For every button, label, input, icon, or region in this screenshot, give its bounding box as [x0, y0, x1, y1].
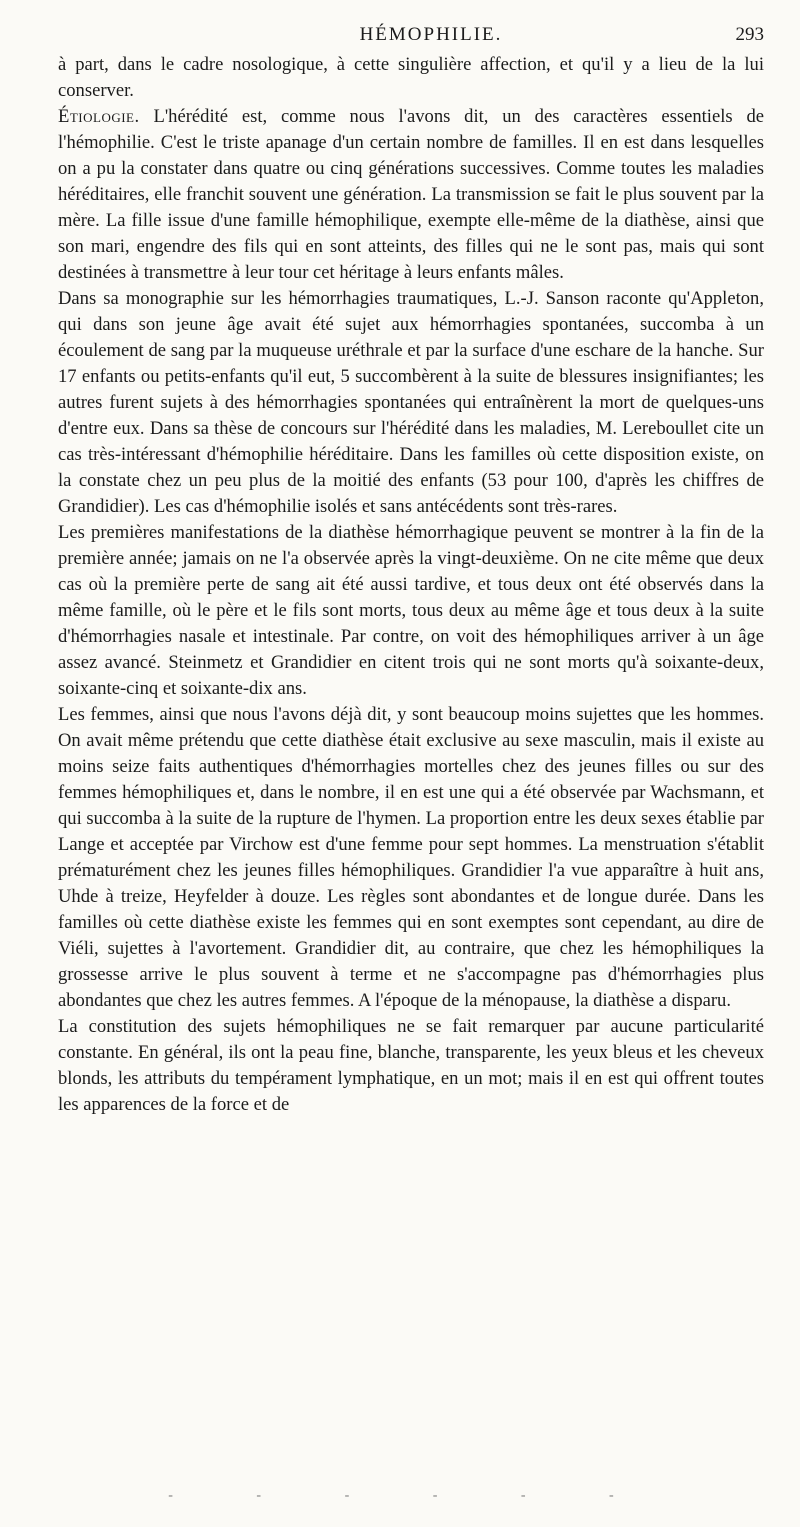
paragraph-3	[58, 286, 764, 520]
running-head	[58, 18, 764, 52]
paragraph-5	[58, 702, 764, 1014]
body-text	[58, 52, 764, 1118]
paragraph-6-text: La constitution des sujets hémophiliques ne se fait remarquer par aucune particularité constante. En général, ils ont la peau fine, blanche, transparente, les yeux bleus et les cheveux blonds, les attributs du tempérament lymphatique, en un mot; mais il en est qui offrent toutes les apparences de la force et de	[58, 1016, 764, 1115]
paragraph-4-text: Les premières manifestations de la diathèse hémorrhagique peuvent se montrer à la fin de la première année; jamais on ne l'a observée après la vingt-deuxième. On ne cite même que deux cas où la première perte de sang ait été aussi tardive, et tous deux ont été observés dans la même famille, où le père et le fils sont morts, tous deux au même âge et tous deux à la suite d'hémorrhagies nasale et intestinale. Par contre, on voit des hémophiliques arriver à un âge assez avancé. Steinmetz et Grandidier en citent trois qui ne sont morts qu'à soixante-deux, soixante-cinq et soixante-dix ans.	[58, 522, 764, 699]
paragraph-2-text: L'hérédité est, comme nous l'avons dit, un des caractères essentiels de l'hémophilie. C'est le triste apanage d'un certain nombre de familles. Il en est dans lesquelles on a pu la constater dans quatre ou cinq générations successives. Comme toutes les maladies héréditaires, elle franchit souvent une génération. La transmission se fait le plus souvent par la mère. La fille issue d'une famille hémophilique, exempte elle-même de la diathèse, ainsi que son mari, engendre des fils qui en sont atteints, des filles qui ne le sont pas, mais qui sont destinées à transmettre à leur tour cet héritage à leurs enfants mâles.	[58, 106, 764, 283]
paragraph-1	[58, 52, 764, 104]
section-lead-etiologie: Étiologie.	[58, 106, 140, 127]
paragraph-3-text: Dans sa monographie sur les hémorrhagies traumatiques, L.-J. Sanson raconte qu'Appleton, qui dans son jeune âge avait été sujet aux hémorrhagies spontanées, succomba à un écoulement de sang par la muqueuse uréthrale et par la surface d'une eschare de la hanche. Sur 17 enfants ou petits-enfants qu'il eut, 5 succombèrent à la suite de blessures insignifiantes; les autres furent sujets à des hémorrhagies spontanées qui entraînèrent la mort de quelques-uns d'entre eux. Dans sa thèse de concours sur l'hérédité dans les maladies, M. Lereboullet cite un cas très-intéressant d'hémophilie héréditaire. Dans les familles où cette disposition existe, on la constate chez un peu plus de la moitié des enfants (53 pour 100, d'après les chiffres de Grandidier). Les cas d'hémophilie isolés et sans antécédents sont très-rares.	[58, 288, 764, 517]
bottom-scan-marks: - - - - - -	[168, 1488, 654, 1503]
page-number: 293	[735, 24, 764, 45]
paragraph-5-text: Les femmes, ainsi que nous l'avons déjà dit, y sont beaucoup moins sujettes que les hommes. On avait même prétendu que cette diathèse était exclusive au sexe masculin, mais il existe au moins seize faits authentiques d'hémorrhagies mortelles chez des jeunes filles ou sur des femmes hémophiliques et, dans le nombre, il en est une qui a été observée par Wachsmann, et qui succomba à la suite de la rupture de l'hymen. La proportion entre les deux sexes établie par Lange et acceptée par Virchow est d'une femme pour sept hommes. La menstruation s'établit prématurément chez les jeunes filles hémophiliques. Grandidier l'a vue apparaître à huit ans, Uhde à treize, Heyfelder à douze. Les règles sont abondantes et de longue durée. Dans les familles où cette diathèse existe les femmes qui en sont exemptes sont cependant, au dire de Viéli, sujettes à l'avortement. Grandidier dit, au contraire, que chez les hémophiliques la grossesse arrive le plus souvent à terme et ne s'accompagne pas d'hémorrhagies plus abondantes que chez les autres femmes. A l'époque de la ménopause, la diathèse a disparu.	[58, 704, 764, 1011]
paragraph-1-text: à part, dans le cadre nosologique, à cette singulière affection, et qu'il y a lieu de la lui conserver.	[58, 54, 764, 101]
paragraph-4	[58, 520, 764, 702]
paragraph-2	[58, 104, 764, 286]
paragraph-6	[58, 1014, 764, 1118]
running-title: HÉMOPHILIE.	[359, 24, 503, 45]
